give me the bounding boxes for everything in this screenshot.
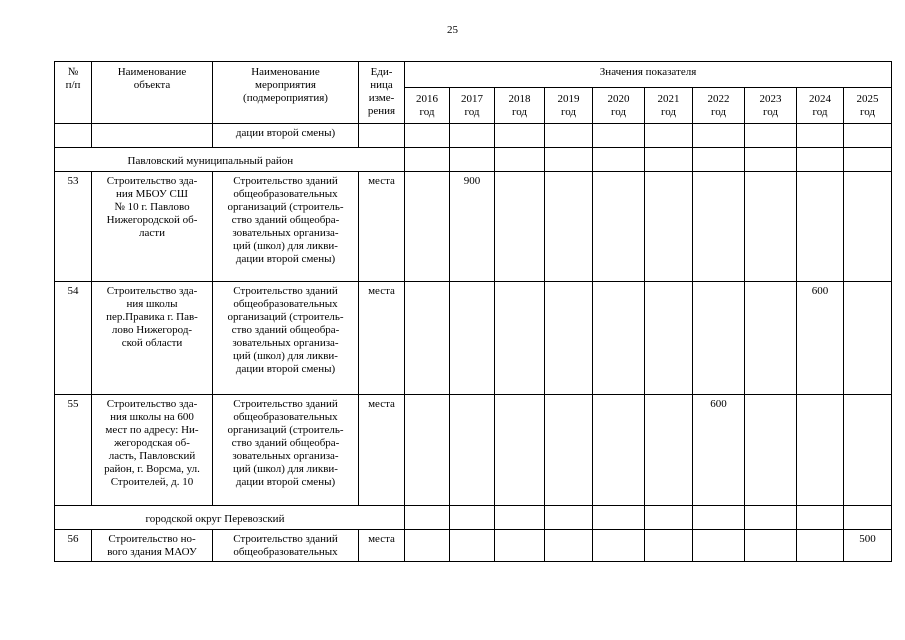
page-number: 25 xyxy=(447,24,458,36)
cell-value-2025 xyxy=(844,395,892,506)
cell-activity: Строительство зданий общеобразовательных организаций (строитель- ство зданий общеобра- зовательных организа- ций (школ) для ликви- дации второй смены) xyxy=(213,282,359,395)
cell-num: 55 xyxy=(55,395,92,506)
cell-value-2019 xyxy=(545,395,593,506)
cell-object: Строительство зда- ния школы на 600 мест по адресу: Ни- жегородская об- ласть, Павловский район, г. Ворсма, ул. Строителей, д. 10 xyxy=(92,395,213,506)
cell-value-2023 xyxy=(745,530,797,562)
header-year-2019: 2019 год xyxy=(545,88,593,124)
section-row-pavlovsky xyxy=(55,148,892,172)
header-object-lines: Наименование объекта xyxy=(117,66,187,91)
table-row xyxy=(55,530,892,562)
header-year-2025: 2025 год xyxy=(844,88,892,124)
header-object-name xyxy=(92,62,213,124)
cell-value-2019 xyxy=(545,172,593,282)
cell-value-2023 xyxy=(745,395,797,506)
header-year-2020: 2020 год xyxy=(593,88,645,124)
cell-num: 53 xyxy=(55,172,92,282)
header-year-2016: 2016 год xyxy=(405,88,450,124)
cell-value-2024: 600 xyxy=(797,282,844,395)
header-year-2017: 2017 год xyxy=(450,88,495,124)
cell-unit: места xyxy=(359,395,405,506)
header-num xyxy=(55,62,92,124)
cell-value-2020 xyxy=(593,172,645,282)
header-unit-lines: Еди- ница изме- рения xyxy=(367,66,396,117)
header-values-title: Значения показателя xyxy=(405,62,892,88)
header-year-2022: 2022 год xyxy=(693,88,745,124)
cell-object: Строительство зда- ния МБОУ СШ № 10 г. Павлово Нижегородской об- ласти xyxy=(92,172,213,282)
cell-value-2024 xyxy=(797,530,844,562)
cell-value-2025: 500 xyxy=(844,530,892,562)
cell-value-2021 xyxy=(645,282,693,395)
cell-value-2020 xyxy=(593,395,645,506)
cell-object xyxy=(92,124,213,148)
cell-value-2016 xyxy=(405,530,450,562)
cell-value-2022 xyxy=(693,172,745,282)
table-row xyxy=(55,282,892,395)
cell-value-2016 xyxy=(405,172,450,282)
header-year-2018: 2018 год xyxy=(495,88,545,124)
cell-value-2025 xyxy=(844,282,892,395)
cell-object: Строительство зда- ния школы пер.Правика г. Пав- лово Нижегород- ской области xyxy=(92,282,213,395)
cell-value-2023 xyxy=(745,172,797,282)
indicator-table xyxy=(54,61,892,562)
section-title: городской округ Перевозский xyxy=(145,512,285,525)
cell-num: 56 xyxy=(55,530,92,562)
cell-activity: Строительство зданий общеобразовательных xyxy=(213,530,359,562)
cell-unit: места xyxy=(359,282,405,395)
cell-value-2022 xyxy=(693,282,745,395)
cell-unit xyxy=(359,124,405,148)
header-unit xyxy=(359,62,405,124)
header-year-2023: 2023 год xyxy=(745,88,797,124)
table-body xyxy=(55,124,892,562)
cell-value-2024 xyxy=(797,395,844,506)
cell-value-2021 xyxy=(645,395,693,506)
header-num-lines: № п/п xyxy=(65,66,81,91)
cell-value-2017: 900 xyxy=(450,172,495,282)
header-year-2024: 2024 год xyxy=(797,88,844,124)
cell-value-2020 xyxy=(593,282,645,395)
cell-activity: дации второй смены) xyxy=(213,124,359,148)
table-row xyxy=(55,395,892,506)
cell-value-2020 xyxy=(593,530,645,562)
section-row-perevozsky xyxy=(55,506,892,530)
cell-value-2021 xyxy=(645,172,693,282)
cell-num xyxy=(55,124,92,148)
cell-activity: Строительство зданий общеобразовательных организаций (строитель- ство зданий общеобра- зовательных организа- ций (школ) для ликви- дации второй смены) xyxy=(213,395,359,506)
cell-value-2018 xyxy=(495,395,545,506)
cell-num: 54 xyxy=(55,282,92,395)
cell-value-2019 xyxy=(545,530,593,562)
cell-value-2023 xyxy=(745,282,797,395)
cell-value-2022 xyxy=(693,530,745,562)
cell-unit: места xyxy=(359,172,405,282)
cell-value-2017 xyxy=(450,395,495,506)
cell-value-2018 xyxy=(495,530,545,562)
cell-value-2025 xyxy=(844,172,892,282)
cell-value-2018 xyxy=(495,282,545,395)
section-title: Павловский муниципальный район xyxy=(127,154,294,167)
header-activity-lines: Наименование мероприятия (подмероприятия) xyxy=(243,66,328,104)
table-row xyxy=(55,172,892,282)
cell-value-2022: 600 xyxy=(693,395,745,506)
cell-value-2017 xyxy=(450,530,495,562)
cell-value-2024 xyxy=(797,172,844,282)
header-activity-name xyxy=(213,62,359,124)
cell-value-2018 xyxy=(495,172,545,282)
header-year-2021: 2021 год xyxy=(645,88,693,124)
cell-unit: места xyxy=(359,530,405,562)
cell-activity: Строительство зданий общеобразовательных организаций (строитель- ство зданий общеобра- зовательных организа- ций (школ) для ликви- дации второй смены) xyxy=(213,172,359,282)
cell-object: Строительство но- вого здания МАОУ xyxy=(92,530,213,562)
cell-value-2019 xyxy=(545,282,593,395)
continuation-row xyxy=(55,124,892,148)
cell-value-2021 xyxy=(645,530,693,562)
cell-value-2016 xyxy=(405,282,450,395)
cell-value-2016 xyxy=(405,395,450,506)
cell-value-2017 xyxy=(450,282,495,395)
